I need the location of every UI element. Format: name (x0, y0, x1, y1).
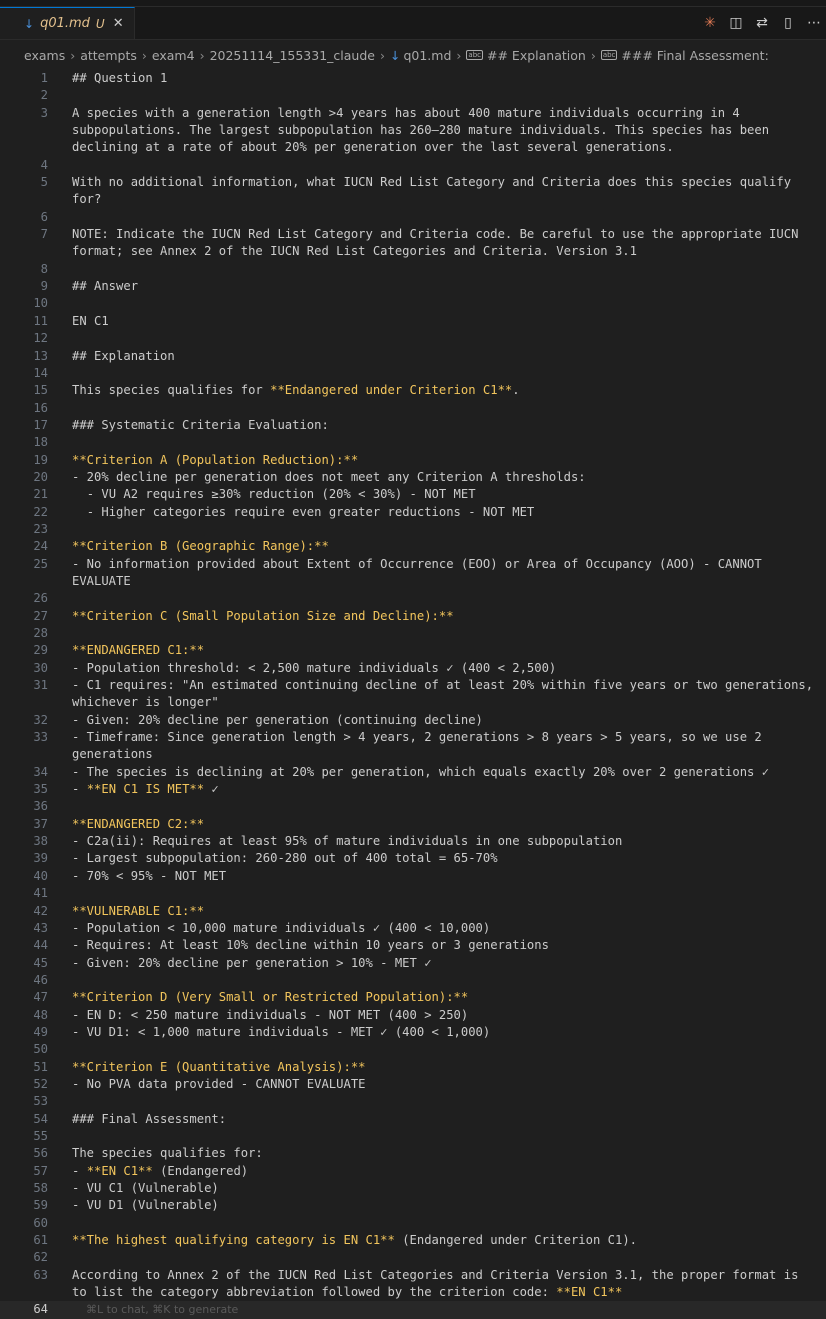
line-number: 34 (33, 764, 48, 779)
code-line[interactable] (0, 764, 826, 781)
code-line[interactable] (0, 868, 826, 885)
bold-markdown-text: **VULNERABLE C1:** (72, 903, 205, 918)
code-line[interactable] (0, 590, 826, 607)
cursor-line[interactable] (0, 1301, 826, 1319)
line-number: 63 (33, 1267, 48, 1282)
line-number: 29 (33, 643, 48, 658)
source-control-icon[interactable]: ⇄ (756, 15, 768, 31)
line-number: 61 (33, 1233, 48, 1248)
tab-bar (0, 7, 826, 40)
text-segment: - C2a(ii): Requires at least 95% of mature individuals in one subpopulation (72, 834, 623, 849)
line-content (48, 1232, 826, 1249)
line-number: 55 (33, 1128, 48, 1143)
code-line[interactable] (0, 1007, 826, 1024)
line-number: 3 (40, 105, 48, 120)
text-segment: ## Explanation (72, 348, 175, 363)
text-segment: - Given: 20% decline per generation (continuing decline) (72, 712, 483, 727)
line-number: 51 (33, 1059, 48, 1074)
text-segment: - 20% decline per generation does not meet any Criterion A thresholds: (72, 469, 586, 484)
chevron-right-icon: › (199, 47, 205, 63)
line-number: 18 (33, 435, 48, 450)
bold-markdown-text: **Criterion A (Population Reduction):** (72, 452, 359, 467)
line-content (48, 677, 826, 712)
line-content (48, 642, 826, 659)
line-content (48, 1059, 826, 1076)
code-line[interactable] (0, 226, 826, 261)
line-content (48, 157, 826, 174)
line-number: 26 (33, 591, 48, 606)
line-content (48, 434, 826, 451)
text-segment: - (72, 782, 87, 797)
code-line[interactable] (0, 1041, 826, 1058)
code-line[interactable] (0, 1180, 826, 1197)
line-number: 27 (33, 608, 48, 623)
text-segment: ### Final Assessment: (72, 1111, 227, 1126)
line-content (48, 209, 826, 226)
code-line[interactable] (0, 937, 826, 954)
line-number: 8 (40, 261, 48, 276)
line-number: 53 (33, 1094, 48, 1109)
tab-q01-md[interactable] (0, 7, 135, 39)
code-line[interactable] (0, 885, 826, 902)
line-content (48, 1041, 826, 1058)
code-line[interactable] (0, 1215, 826, 1232)
line-number: 16 (33, 400, 48, 415)
bold-markdown-text: **ENDANGERED C2:** (72, 816, 205, 831)
line-number: 15 (33, 383, 48, 398)
code-line[interactable] (0, 295, 826, 312)
line-content (48, 105, 826, 157)
line-number: 13 (33, 348, 48, 363)
line-content (48, 556, 826, 591)
code-line[interactable] (0, 903, 826, 920)
line-content (48, 1145, 826, 1162)
code-line[interactable] (0, 833, 826, 850)
text-segment: According to Annex 2 of the IUCN Red List Categories and Criteria Version 3.1, the proper format is to list the category abbreviation followed by the criterion code: (72, 1267, 806, 1300)
line-number: 44 (33, 938, 48, 953)
line-number: 31 (33, 678, 48, 693)
line-content (48, 972, 826, 989)
chevron-right-icon: › (590, 47, 596, 63)
line-content (48, 174, 826, 209)
line-content (48, 1163, 826, 1180)
line-content (48, 87, 826, 104)
line-content (48, 330, 826, 347)
string-symbol-icon: abc (468, 51, 481, 59)
line-content (48, 903, 826, 920)
breadcrumb-item-final-assessment[interactable]: ### Final Assessment: (621, 47, 769, 63)
text-segment: - 70% < 95% - NOT MET (72, 868, 227, 883)
code-line[interactable] (0, 382, 826, 399)
code-line[interactable] (0, 209, 826, 226)
code-line[interactable] (0, 816, 826, 833)
bold-markdown-text: **Endangered under Criterion C1** (270, 383, 513, 398)
code-line[interactable] (0, 712, 826, 729)
close-icon[interactable]: ✕ (112, 16, 124, 31)
line-number: 21 (33, 487, 48, 502)
line-number: 28 (33, 626, 48, 640)
line-content (48, 1249, 826, 1266)
text-segment: A species with a generation length >4 years has about 400 mature individuals occurring in 4 subpopulations. The largest subpopulation has 260–280 mature individuals. This species has been declining at a rate of about 20% per generation over the last several generations. (72, 105, 777, 155)
text-segment: ### Systematic Criteria Evaluation: (72, 417, 329, 432)
line-number: 60 (33, 1215, 48, 1230)
bold-markdown-text: **EN C1 IS MET** (86, 782, 205, 797)
line-number: 12 (33, 331, 48, 346)
text-segment: - Largest subpopulation: 260-280 out of 400 total = 65-70% (72, 851, 498, 866)
line-number: 35 (33, 782, 48, 797)
line-content (48, 365, 826, 382)
line-content (48, 1093, 826, 1110)
text-segment: ## Question 1 (72, 71, 168, 85)
code-line[interactable] (0, 677, 826, 712)
line-content (48, 70, 826, 87)
line-content (48, 469, 826, 486)
line-content (48, 382, 826, 399)
text-segment: - VU D1: < 1,000 mature individuals - MET ✓ (400 < 1,000) (72, 1024, 491, 1039)
code-line[interactable] (0, 70, 826, 87)
line-number: 32 (33, 712, 48, 727)
code-line[interactable] (0, 521, 826, 538)
ghost-hint-text: ⌘L to chat, ⌘K to generate (86, 1303, 239, 1317)
line-content (48, 1007, 826, 1024)
line-number: 19 (33, 452, 48, 467)
line-number: 11 (33, 313, 48, 328)
bold-markdown-text: **Criterion E (Quantitative Analysis):** (72, 1059, 366, 1074)
text-segment: The species qualifies for: (72, 1146, 263, 1161)
text-segment: - Population threshold: < 2,500 mature individuals ✓ (400 < 2,500) (72, 660, 557, 675)
markdown-file-icon: ↓ (389, 47, 401, 63)
breadcrumb (0, 40, 826, 70)
line-content (48, 521, 826, 538)
code-line[interactable] (0, 1093, 826, 1110)
line-content (48, 660, 826, 677)
line-content (48, 850, 826, 867)
code-line[interactable] (0, 538, 826, 555)
line-content (48, 452, 826, 469)
line-number: 9 (40, 279, 48, 294)
code-line[interactable] (0, 486, 826, 503)
chevron-right-icon: › (70, 47, 76, 63)
text-segment: - VU C1 (Vulnerable) (72, 1181, 219, 1195)
more-actions-icon[interactable]: ⋯ (807, 15, 821, 31)
code-line[interactable] (0, 1024, 826, 1041)
line-content (48, 729, 826, 764)
code-line[interactable] (0, 417, 826, 434)
text-segment: - Higher categories require even greater reductions - NOT MET (72, 504, 535, 519)
line-content (48, 1180, 826, 1197)
line-number: 57 (33, 1163, 48, 1178)
line-content (48, 833, 826, 850)
line-content (48, 1215, 826, 1232)
text-segment: ## Answer (72, 279, 139, 294)
breadcrumb-item-explanation[interactable]: ## Explanation (487, 47, 586, 63)
text-segment: - C1 requires: "An estimated continuing decline of at least 20% within five years or two generations, whichever is longer" (72, 678, 821, 710)
code-line[interactable] (0, 920, 826, 937)
code-line[interactable] (0, 504, 826, 521)
line-number: 41 (33, 886, 48, 901)
line-number: 38 (33, 834, 48, 849)
code-line[interactable] (0, 608, 826, 625)
line-number: 56 (33, 1146, 48, 1161)
text-segment: (Endangered) (152, 1163, 249, 1178)
text-segment: ✓ (204, 782, 219, 797)
line-number: 7 (40, 227, 48, 242)
line-content (48, 712, 826, 729)
line-number: 4 (40, 157, 48, 172)
code-line[interactable] (0, 642, 826, 659)
bold-markdown-text: **The highest qualifying category is EN C1** (72, 1233, 395, 1248)
string-symbol-icon: abc (602, 51, 616, 59)
line-number: 54 (33, 1111, 48, 1126)
code-line[interactable] (0, 174, 826, 209)
line-number: 6 (40, 209, 48, 224)
line-number: 23 (33, 521, 48, 536)
text-segment: - VU A2 requires ≥30% reduction (20% < 30%) - NOT MET (72, 487, 476, 502)
code-line[interactable] (0, 1267, 826, 1302)
text-segment: - Timeframe: Since generation length > 4 years, 2 generations > 8 years > 5 years, so we use 2 generations (72, 730, 770, 762)
text-segment: - VU D1 (Vulnerable) (72, 1198, 219, 1213)
code-line[interactable] (0, 955, 826, 972)
bold-markdown-text: **ENDANGERED C1:** (72, 643, 205, 658)
breadcrumb-item-exams[interactable]: exams (24, 47, 66, 63)
untracked-status-badge: U (95, 16, 105, 31)
code-line[interactable] (0, 1232, 826, 1249)
line-content (48, 798, 826, 815)
line-content (48, 1128, 826, 1145)
text-segment: - (72, 1163, 87, 1178)
bold-markdown-text: **Criterion C (Small Population Size and Decline):** (72, 608, 454, 623)
code-line[interactable] (0, 1145, 826, 1162)
code-line[interactable] (0, 278, 826, 295)
chevron-right-icon: › (379, 47, 385, 63)
code-line[interactable] (0, 1197, 826, 1214)
line-number: 40 (33, 868, 48, 883)
code-line[interactable] (0, 157, 826, 174)
line-number: 46 (33, 972, 48, 987)
code-line[interactable] (0, 1059, 826, 1076)
line-number: 30 (33, 660, 48, 675)
text-segment: This species qualifies for (72, 383, 271, 398)
line-content (48, 1267, 826, 1302)
line-number: 64 (33, 1302, 48, 1317)
line-number: 50 (33, 1042, 48, 1057)
line-number: 17 (33, 417, 48, 432)
line-number: 14 (33, 365, 48, 380)
line-number: 42 (33, 903, 48, 918)
code-line[interactable] (0, 1111, 826, 1128)
text-segment: - No information provided about Extent of Occurrence (EOO) or Area of Occupancy (AOO) - CANNOT EVALUATE (72, 556, 770, 588)
bold-markdown-text: **Criterion B (Geographic Range):** (72, 539, 329, 554)
breadcrumb-item-file[interactable]: q01.md (403, 47, 452, 63)
code-editor[interactable] (0, 70, 826, 1319)
line-number: 48 (33, 1007, 48, 1022)
line-content (48, 608, 826, 625)
line-content (48, 937, 826, 954)
editor-actions (700, 7, 826, 39)
code-line[interactable] (0, 798, 826, 815)
line-content (48, 625, 826, 642)
code-line[interactable] (0, 625, 826, 642)
code-line[interactable] (0, 1163, 826, 1180)
line-content (48, 400, 826, 417)
code-line[interactable] (0, 261, 826, 278)
breadcrumb-item-attempt[interactable]: 20251114_155331_claude (209, 47, 375, 63)
line-content (48, 816, 826, 833)
chevron-right-icon: › (456, 47, 462, 63)
line-content (48, 313, 826, 330)
code-line[interactable] (0, 469, 826, 486)
line-content (48, 868, 826, 885)
text-segment: With no additional information, what IUCN Red List Category and Criteria does this species qualify for? (72, 175, 799, 207)
line-content (48, 1076, 826, 1093)
line-content (48, 278, 826, 295)
line-number: 39 (33, 851, 48, 866)
line-content (48, 764, 826, 781)
text-segment: - Requires: At least 10% decline within 10 years or 3 generations (72, 938, 549, 953)
title-strip (0, 0, 826, 7)
line-number: 59 (33, 1198, 48, 1213)
line-content (48, 261, 826, 278)
line-content (48, 417, 826, 434)
code-line[interactable] (0, 313, 826, 330)
line-content (48, 920, 826, 937)
open-preview-icon[interactable]: ◫ (729, 15, 743, 31)
line-content (48, 538, 826, 555)
code-line[interactable] (0, 781, 826, 798)
line-number: 58 (33, 1181, 48, 1195)
code-line[interactable] (0, 1128, 826, 1145)
line-content (48, 1197, 826, 1214)
line-content (48, 781, 826, 798)
text-segment: . (512, 383, 520, 398)
breadcrumb-item-exam4[interactable]: exam4 (151, 47, 195, 63)
code-line[interactable] (0, 434, 826, 451)
code-line[interactable] (0, 400, 826, 417)
line-content (48, 989, 826, 1006)
line-number: 33 (33, 730, 48, 745)
line-number: 37 (33, 816, 48, 831)
line-content (48, 1111, 826, 1128)
line-number: 49 (33, 1024, 48, 1039)
chevron-right-icon: › (141, 47, 147, 63)
line-number: 2 (40, 88, 48, 103)
code-line[interactable] (0, 972, 826, 989)
line-number: 47 (33, 990, 48, 1005)
text-segment: - No PVA data provided - CANNOT EVALUATE (72, 1076, 366, 1091)
text-segment: (Endangered under Criterion C1). (394, 1233, 637, 1248)
code-line[interactable] (0, 660, 826, 677)
text-segment: - Population < 10,000 mature individuals ✓ (400 < 10,000) (72, 920, 491, 935)
line-number: 24 (33, 539, 48, 554)
spark-icon[interactable]: ✳ (704, 15, 716, 31)
code-line[interactable] (0, 105, 826, 157)
text-segment: EN C1 (72, 313, 109, 328)
line-number: 10 (33, 296, 48, 311)
line-content (48, 348, 826, 365)
code-line[interactable] (0, 365, 826, 382)
line-content (48, 486, 826, 503)
line-content (48, 504, 826, 521)
split-editor-icon[interactable]: ▯ (784, 15, 792, 31)
text-segment: - Given: 20% decline per generation > 10% - MET ✓ (72, 955, 432, 970)
line-number: 22 (33, 504, 48, 519)
line-content (48, 1024, 826, 1041)
line-number: 45 (33, 955, 48, 970)
line-number: 20 (33, 469, 48, 484)
line-number: 62 (33, 1250, 48, 1265)
line-number: 1 (40, 71, 48, 85)
bold-markdown-text: **EN C1** (556, 1285, 623, 1300)
line-content (48, 226, 826, 261)
line-content (48, 590, 826, 607)
line-number: 5 (40, 175, 48, 190)
line-number: 25 (33, 556, 48, 571)
text-segment: - The species is declining at 20% per generation, which equals exactly 20% over 2 generations ✓ (72, 764, 770, 779)
code-line[interactable] (0, 850, 826, 867)
line-number: 52 (33, 1076, 48, 1091)
breadcrumb-item-attempts[interactable]: attempts (80, 47, 137, 63)
line-content (48, 295, 826, 312)
line-number: 36 (33, 799, 48, 814)
code-line[interactable] (0, 452, 826, 469)
line-content (48, 955, 826, 972)
text-segment: NOTE: Indicate the IUCN Red List Category and Criteria code. Be careful to use the appropriate IUCN format; see Annex 2 of the IUCN Red List Categories and Criteria. Version 3.1 (72, 227, 806, 259)
code-line[interactable] (0, 348, 826, 365)
code-line[interactable] (0, 1076, 826, 1093)
text-segment: - EN D: < 250 mature individuals - NOT MET (400 > 250) (72, 1007, 469, 1022)
bold-markdown-text: **EN C1** (86, 1163, 153, 1178)
code-line[interactable] (0, 729, 826, 764)
code-line[interactable] (0, 330, 826, 347)
line-number: 43 (33, 920, 48, 935)
tab-label: q01.md (40, 16, 90, 31)
code-line[interactable] (0, 556, 826, 591)
bold-markdown-text: **Criterion D (Very Small or Restricted Population):** (72, 990, 469, 1005)
line-content (48, 885, 826, 902)
code-line[interactable] (0, 87, 826, 104)
code-line[interactable] (0, 1249, 826, 1266)
code-line[interactable] (0, 989, 826, 1006)
markdown-file-icon: ↓ (24, 16, 35, 31)
